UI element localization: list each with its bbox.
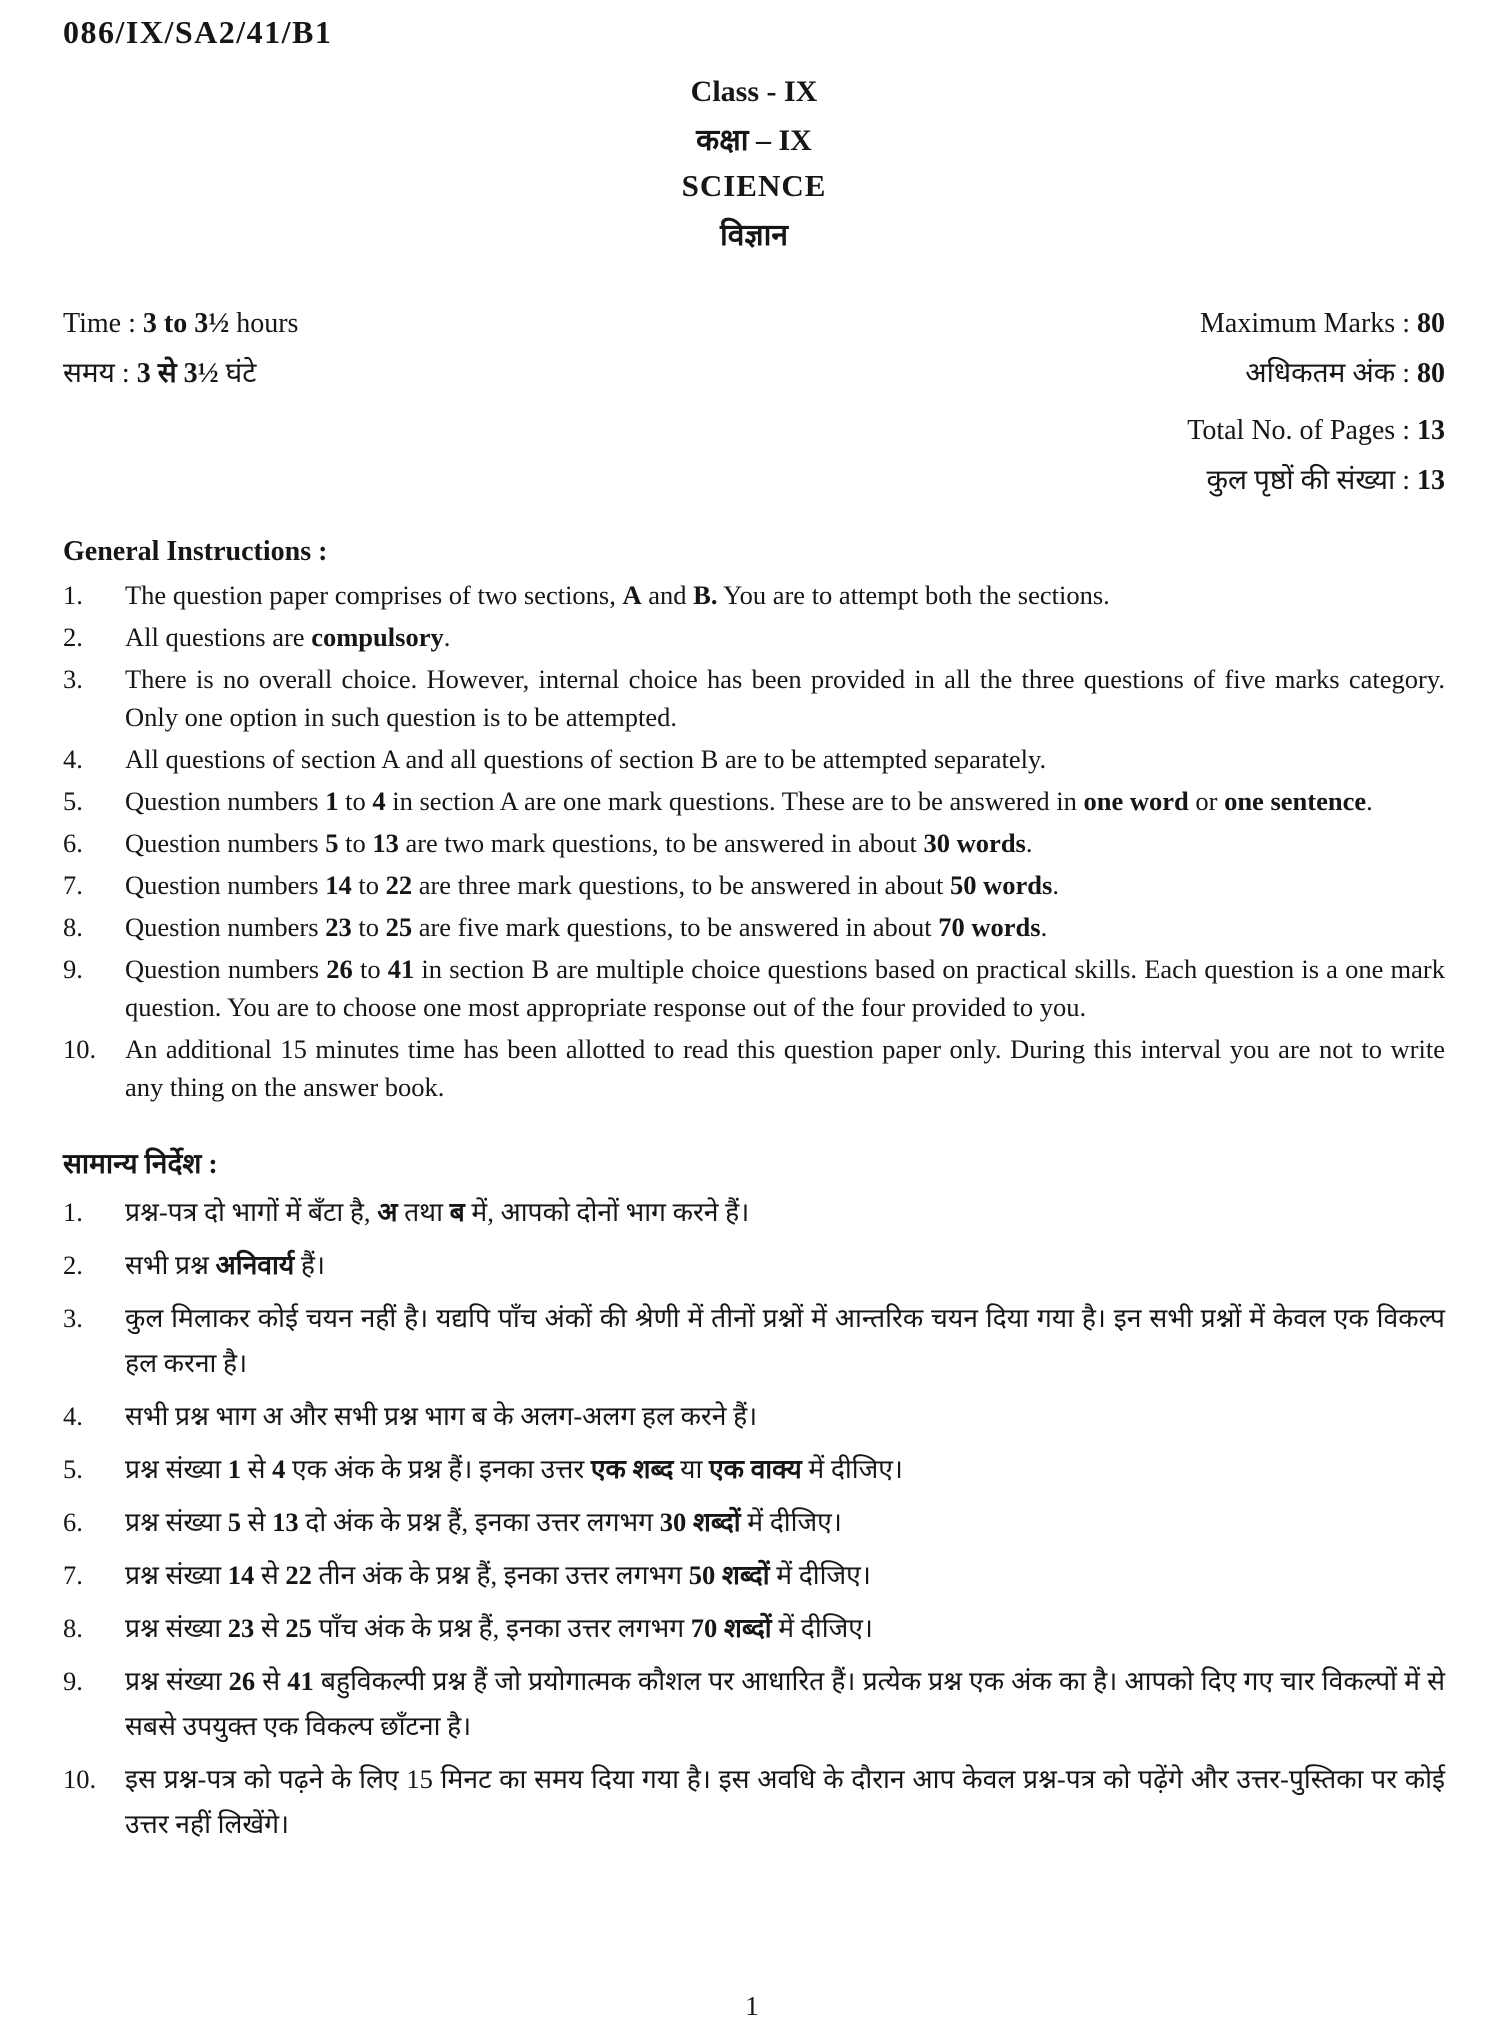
instruction-item — [63, 1659, 1445, 1749]
instruction-item — [63, 1030, 1445, 1106]
instruction-item — [63, 950, 1445, 1026]
instruction-text: प्रश्न संख्या 1 से 4 एक अंक के प्रश्न हैं। इनका उत्तर एक शब्द या एक वाक्य में दीजिए। — [125, 1454, 903, 1484]
instruction-text: All questions are compulsory. — [125, 622, 451, 652]
instruction-number: 2. — [63, 622, 83, 652]
instruction-number: 5. — [63, 786, 83, 816]
general-instructions-list — [63, 576, 1445, 1106]
instruction-item — [63, 1296, 1445, 1386]
instruction-text: Question numbers 26 to 41 in section B are multiple choice questions based on practical skills. Each question is a one mark question. You are to choose one most appropriate response out of the four provided to you. — [125, 954, 1445, 1022]
maximum-marks-hi: अधिकतम अंक : 80 — [1245, 358, 1445, 389]
instruction-text: Question numbers 14 to 22 are three mark questions, to be answered in about 50 words. — [125, 870, 1059, 900]
instruction-number: 6. — [63, 828, 83, 858]
subject-title-hi: विज्ञान — [719, 219, 789, 252]
instruction-item — [63, 1243, 1445, 1288]
instruction-item — [63, 740, 1445, 778]
instruction-text: Question numbers 23 to 25 are five mark questions, to be answered in about 70 words. — [125, 912, 1048, 942]
instruction-item — [63, 576, 1445, 614]
instruction-item — [63, 1394, 1445, 1439]
instruction-text: There is no overall choice. However, internal choice has been provided in all the three questions of five marks category. Only one option in such question is to be attempted. — [125, 664, 1445, 732]
instruction-number: 4. — [63, 744, 83, 774]
instruction-number: 1. — [63, 580, 83, 610]
instruction-number: 7. — [63, 870, 83, 900]
instruction-item — [63, 1447, 1445, 1492]
instruction-text: प्रश्न संख्या 23 से 25 पाँच अंक के प्रश्न हैं, इनका उत्तर लगभग 70 शब्दों में दीजिए। — [125, 1613, 873, 1643]
time-allowed-hi: समय : 3 से 3½ घंटे — [63, 358, 257, 389]
instruction-number: 7. — [63, 1560, 83, 1590]
instruction-number: 9. — [63, 1666, 83, 1696]
instruction-text: All questions of section A and all questions of section B are to be attempted separately. — [125, 744, 1047, 774]
class-title-hi: कक्षा – IX — [696, 124, 812, 157]
time-allowed-en: Time : 3 to 3½ hours — [63, 308, 299, 339]
instruction-item — [63, 1500, 1445, 1545]
instruction-item — [63, 1553, 1445, 1598]
hindi-instructions-heading: सामान्य निर्देश : — [63, 1149, 218, 1180]
meta-block — [63, 308, 1445, 391]
instruction-number: 10. — [63, 1764, 97, 1794]
instruction-text: सभी प्रश्न अनिवार्य हैं। — [125, 1250, 326, 1280]
instruction-item — [63, 866, 1445, 904]
total-pages-hi: कुल पृष्ठों की संख्या : 13 — [1206, 465, 1445, 496]
instruction-text: Question numbers 1 to 4 in section A are one mark questions. These are to be answered in one word or one sentence. — [125, 786, 1373, 816]
instruction-number: 10. — [63, 1034, 97, 1064]
title-block — [63, 75, 1445, 254]
page-number: 1 — [745, 1991, 759, 2021]
pages-block — [63, 415, 1445, 498]
instruction-item — [63, 1757, 1445, 1847]
instruction-number: 3. — [63, 1303, 83, 1333]
instruction-text: प्रश्न संख्या 26 से 41 बहुविकल्पी प्रश्न हैं जो प्रयोगात्मक कौशल पर आधारित हैं। प्रत्येक प्रश्न एक अंक का है। आपको दिए गए चार विकल्पों में से सबसे उपयुक्त एक विकल्प छाँटना है। — [125, 1666, 1445, 1741]
maximum-marks-en: Maximum Marks : 80 — [1200, 308, 1445, 339]
instruction-text: कुल मिलाकर कोई चयन नहीं है। यद्यपि पाँच अंकों की श्रेणी में तीनों प्रश्नों में आन्तरिक चयन दिया गया है। इन सभी प्रश्नों में केवल एक विकल्प हल करना है। — [125, 1303, 1445, 1378]
instruction-number: 1. — [63, 1197, 83, 1227]
instruction-number: 5. — [63, 1454, 83, 1484]
instruction-item — [63, 782, 1445, 820]
instruction-number: 2. — [63, 1250, 83, 1280]
paper-code: 086/IX/SA2/41/B1 — [63, 14, 333, 50]
instruction-item — [63, 618, 1445, 656]
instruction-number: 9. — [63, 954, 83, 984]
instruction-item — [63, 1606, 1445, 1651]
instruction-text: Question numbers 5 to 13 are two mark questions, to be answered in about 30 words. — [125, 828, 1033, 858]
total-pages-en: Total No. of Pages : 13 — [1187, 415, 1445, 446]
instruction-item — [63, 660, 1445, 736]
instruction-number: 4. — [63, 1401, 83, 1431]
instruction-text: प्रश्न संख्या 5 से 13 दो अंक के प्रश्न हैं, इनका उत्तर लगभग 30 शब्दों में दीजिए। — [125, 1507, 842, 1537]
instruction-number: 8. — [63, 912, 83, 942]
instruction-text: इस प्रश्न-पत्र को पढ़ने के लिए 15 मिनट का समय दिया गया है। इस अवधि के दौरान आप केवल प्रश्न-पत्र को पढ़ेंगे और उत्तर-पुस्तिका पर कोई उत्तर नहीं लिखेंगे। — [125, 1764, 1445, 1839]
instruction-item — [63, 1190, 1445, 1235]
subject-title-en: SCIENCE — [681, 168, 827, 203]
instruction-text: प्रश्न-पत्र दो भागों में बँटा है, अ तथा ब में, आपको दोनों भाग करने हैं। — [125, 1197, 750, 1227]
instruction-text: सभी प्रश्न भाग अ और सभी प्रश्न भाग ब के अलग-अलग हल करने हैं। — [125, 1401, 758, 1431]
instruction-item — [63, 908, 1445, 946]
class-title-en: Class - IX — [690, 75, 818, 108]
instruction-text: प्रश्न संख्या 14 से 22 तीन अंक के प्रश्न हैं, इनका उत्तर लगभग 50 शब्दों में दीजिए। — [125, 1560, 871, 1590]
instruction-number: 6. — [63, 1507, 83, 1537]
instruction-text: An additional 15 minutes time has been allotted to read this question paper only. During this interval you are not to write any thing on the answer book. — [125, 1034, 1445, 1102]
hindi-instructions-list — [63, 1190, 1445, 1847]
instruction-number: 8. — [63, 1613, 83, 1643]
instruction-number: 3. — [63, 664, 83, 694]
general-instructions-heading: General Instructions : — [63, 536, 328, 567]
instruction-item — [63, 824, 1445, 862]
instruction-text: The question paper comprises of two sections, A and B. You are to attempt both the sections. — [125, 580, 1110, 610]
